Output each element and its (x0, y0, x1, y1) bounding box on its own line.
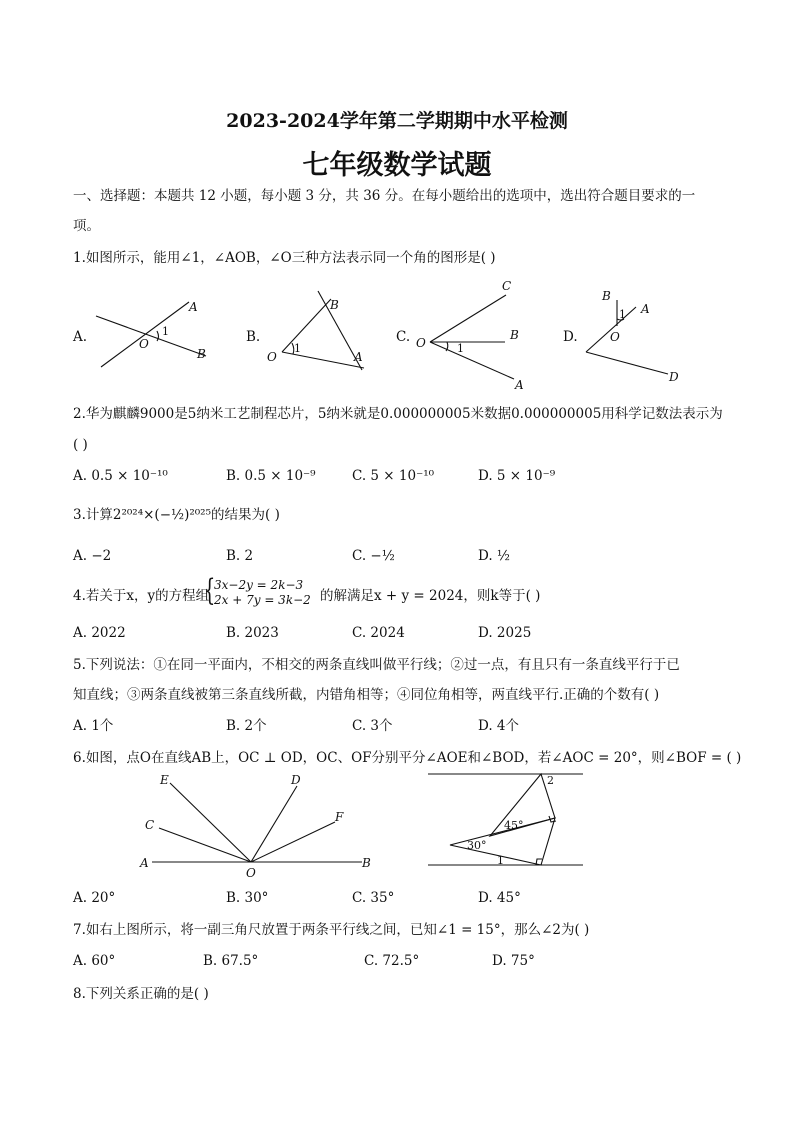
exam-title: 2023-2024学年第二学期期中水平检测 (226, 110, 568, 132)
q5-option-a: A. 1个 (73, 718, 114, 734)
svg-text:1: 1 (162, 325, 169, 338)
q4-stem-prefix: 4.若关于x，y的方程组 (73, 588, 210, 604)
q6-option-a: A. 20° (73, 890, 116, 906)
q2-option-d: D. 5 × 10⁻⁹ (478, 468, 556, 484)
svg-text:D: D (669, 370, 679, 384)
q1-option-a: A. (73, 329, 88, 345)
svg-text:C: C (145, 818, 155, 832)
q5-option-b: B. 2个 (226, 718, 267, 734)
q5-option-d: D. 4个 (478, 718, 520, 734)
section-intro-line2: 项。 (73, 218, 100, 234)
q6-option-d: D. 45° (478, 890, 521, 906)
svg-text:O: O (139, 337, 149, 351)
q5-stem-line2: 知直线；③两条直线被第三条直线所截，内错角相等；④同位角相等，两直线平行.正确的个数有( ) (73, 687, 660, 703)
q2-option-a: A. 0.5 × 10⁻¹⁰ (73, 468, 168, 484)
svg-text:E: E (160, 773, 169, 787)
q7-option-d: D. 75° (492, 953, 535, 969)
svg-text:B: B (197, 347, 206, 361)
q6-option-b: B. 30° (226, 890, 269, 906)
q7-option-a: A. 60° (73, 953, 116, 969)
q7-option-b: B. 67.5° (203, 953, 259, 969)
svg-text:B: B (510, 328, 519, 342)
svg-text:A: A (515, 378, 524, 392)
svg-text:45°: 45° (504, 819, 524, 832)
svg-text:1: 1 (457, 342, 464, 355)
q7-option-c: C. 72.5° (364, 953, 420, 969)
svg-text:2: 2 (547, 774, 554, 787)
q2-option-b: B. 0.5 × 10⁻⁹ (226, 468, 316, 484)
q6-stem: 6.如图，点O在直线AB上，OC ⊥ OD，OC、OF分别平分∠AOE和∠BOD，若∠AOC = 20°，则∠BOF = ( ) (73, 750, 742, 766)
q4-stem-suffix: 的解满足x + y = 2024，则k等于( ) (320, 588, 541, 604)
svg-text:A: A (354, 350, 363, 364)
q2-option-c: C. 5 × 10⁻¹⁰ (352, 468, 435, 484)
q4-option-d: D. 2025 (478, 625, 532, 641)
q4-option-a: A. 2022 (73, 625, 126, 641)
q1-option-b: B. (246, 329, 261, 345)
svg-text:O: O (416, 336, 426, 350)
q3-option-d: D. ½ (478, 548, 511, 564)
svg-text:F: F (335, 810, 344, 824)
q4-equation-2: 2x + 7y = 3k−2 (214, 593, 311, 607)
q5-option-c: C. 3个 (352, 718, 393, 734)
svg-text:D: D (291, 773, 301, 787)
svg-text:1: 1 (497, 854, 504, 867)
q4-equation-1: 3x−2y = 2k−3 (214, 578, 304, 592)
q6-option-c: C. 35° (352, 890, 395, 906)
svg-text:B: B (362, 856, 371, 870)
q7-stem: 7.如右上图所示，将一副三角尺放置于两条平行线之间，已知∠1 = 15°，那么∠2为( ) (73, 922, 590, 938)
section-intro-line1: 一、选择题：本题共 12 小题，每小题 3 分，共 36 分。在每小题给出的选项中，选出符合题目要求的一 (73, 188, 696, 204)
svg-text:C: C (502, 279, 512, 293)
q4-option-c: C. 2024 (352, 625, 405, 641)
q3-option-c: C. −½ (352, 548, 395, 564)
svg-text:1: 1 (619, 308, 626, 321)
svg-text:B: B (330, 298, 339, 312)
exam-subtitle: 七年级数学试题 (302, 150, 492, 181)
q2-stem-line1: 2.华为麒麟9000是5纳米工艺制程芯片，5纳米就是0.000000005米数据0.000000005用科学记数法表示为 (73, 406, 723, 422)
q2-stem-line2: ( ) (73, 437, 88, 453)
svg-text:O: O (267, 350, 277, 364)
q5-stem-line1: 5.下列说法：①在同一平面内，不相交的两条直线叫做平行线；②过一点，有且只有一条直线平行于已 (73, 657, 680, 673)
svg-text:A: A (641, 302, 650, 316)
q1-option-c: C. (396, 329, 411, 345)
svg-text:O: O (610, 330, 620, 344)
q1-option-d: D. (563, 329, 578, 345)
svg-text:O: O (246, 866, 256, 880)
svg-text:B: B (602, 289, 611, 303)
q3-stem: 3.计算2²⁰²⁴×(−½)²⁰²⁵的结果为( ) (73, 507, 280, 523)
svg-text:A: A (140, 856, 149, 870)
q3-option-a: A. −2 (73, 548, 112, 564)
q1-stem: 1.如图所示，能用∠1，∠AOB，∠O三种方法表示同一个角的图形是( ) (73, 250, 496, 266)
svg-text:1: 1 (294, 342, 301, 355)
q3-option-b: B. 2 (226, 548, 254, 564)
q4-option-b: B. 2023 (226, 625, 279, 641)
q8-stem: 8.下列关系正确的是( ) (73, 986, 209, 1002)
svg-text:30°: 30° (467, 839, 487, 852)
svg-text:A: A (189, 300, 198, 314)
